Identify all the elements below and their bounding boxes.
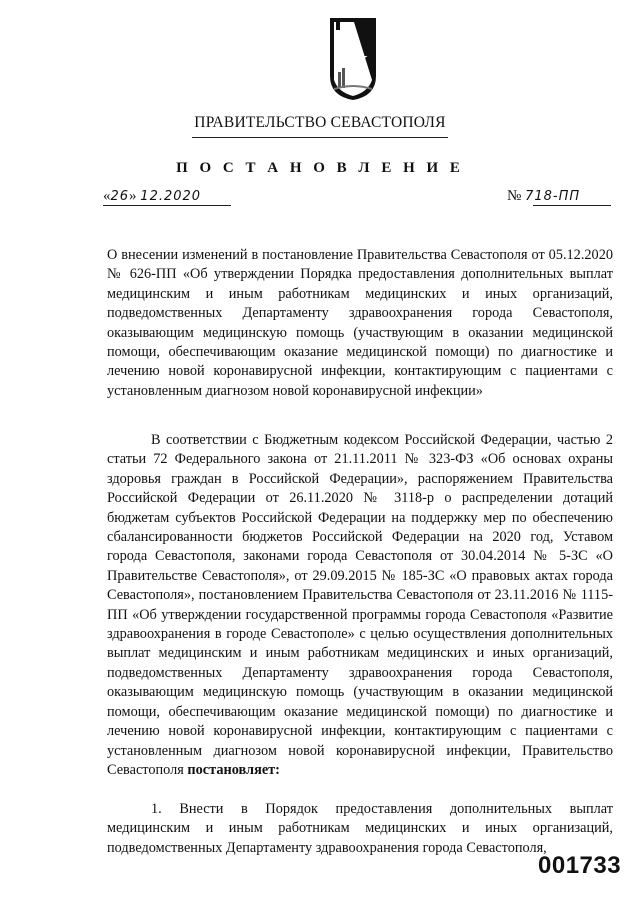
date-underline (103, 205, 231, 206)
resolves-word: постановляет: (187, 761, 280, 778)
date-month-year: 12.2020 (140, 189, 202, 204)
number-underline (533, 205, 611, 206)
date-close-quote: » (129, 188, 137, 204)
document-subject: О внесении изменений в постановление Правительства Севастополя от 05.12.2020 № 626-ПП «Об утверждении Порядка предоставления дополнительных выплат медицинским и иным работникам медицинских и иных организаций, подведомственных Департаменту здравоохранения города Севастополя, оказывающим медицинскую помощь (участвующим в оказании медицинской помощи, обеспечивающим оказание медицинской помощи) по диагностике и лечению новой коронавирусной инфекции, контактирующим с пациентами с установленным диагнозом новой коронавирусной инфекции» (107, 247, 613, 399)
document-type-title: П О С Т А Н О В Л Е Н И Е (176, 160, 464, 176)
coat-of-arms-icon (328, 10, 378, 102)
sheet-number: 001733 (538, 852, 622, 879)
header-divider (192, 137, 448, 138)
item-1-paragraph: 1. Внести в Порядок предоставления дополнительных выплат медицинским и иным работникам медицинских и иных организаций, подведомственных Департаменту здравоохранения города Севастополя, (107, 801, 613, 856)
date-open-quote: « (103, 188, 111, 204)
preamble-text: В соответствии с Бюджетным кодексом Российской Федерации, частью 2 статьи 72 Федерального закона от 21.11.2011 № 323-ФЗ «Об основах охраны здоровья граждан в Российской Федерации», распоряжением Правительства Российской Федерации от 26.11.2020 № 3118-р о распределении дотаций бюджетам субъектов Российской Федерации на поддержку мер по обеспечению сбалансированности бюджетов Российской Федерации на 2020 год, Уставом города Севастополя, законами города Севастополя от 30.04.2014 № 5-ЗС «О Правительстве Севастополя», от 29.09.2015 № 185-ЗС «О правовых актах города Севастополя», постановлением Правительства Севастополя от 23.11.2016 № 1115-ПП «Об утверждении государственной программы города Севастополя «Развитие здравоохранения в городе Севастополе» с целью осуществления дополнительных выплат медицинским и иным работникам медицинских и иных организаций, подведомственных Департаменту здравоохранения города Севастополя, оказывающим медицинскую помощь (участвующим в оказании медицинской помощи, обеспечивающим оказание медицинской помощи) по диагностике и лечению новой коронавирусной инфекции, контактирующим с пациентами с установленным диагнозом новой коронавирусной инфекции, Правительство Севастополя (107, 432, 613, 778)
document-number (507, 188, 580, 205)
document-date (103, 188, 201, 205)
date-day: 26 (110, 189, 130, 204)
government-name: ПРАВИТЕЛЬСТВО СЕВАСТОПОЛЯ (194, 114, 446, 131)
preamble-paragraph (107, 431, 613, 780)
number-value: 718-ПП (525, 189, 581, 204)
number-prefix: № (507, 188, 522, 204)
